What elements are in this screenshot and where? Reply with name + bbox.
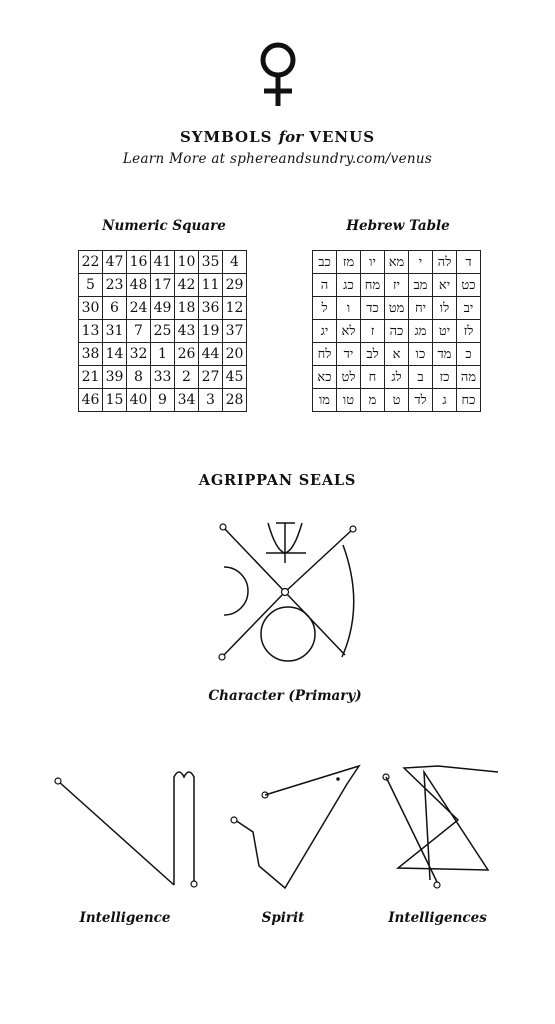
title-for: for xyxy=(278,128,304,146)
numeric-square-cell: 10 xyxy=(175,251,199,274)
hebrew-table-cell: מט xyxy=(385,297,409,320)
numeric-square-cell: 25 xyxy=(151,320,175,343)
spirit-seal-icon xyxy=(225,760,365,890)
hebrew-table-row xyxy=(313,343,481,366)
numeric-square-cell: 27 xyxy=(199,366,223,389)
hebrew-table-cell: ז xyxy=(361,320,385,343)
hebrew-table-cell: כח xyxy=(457,389,481,412)
numeric-square-cell: 40 xyxy=(127,389,151,412)
hebrew-table-cell: לח xyxy=(313,343,337,366)
hebrew-table-cell: לט xyxy=(337,366,361,389)
hebrew-table-row xyxy=(313,297,481,320)
intelligences-caption: Intelligences xyxy=(388,910,487,926)
numeric-square-cell: 16 xyxy=(127,251,151,274)
hebrew-table-cell: מא xyxy=(385,251,409,274)
character-seal-icon xyxy=(210,515,360,665)
hebrew-table-cell: מז xyxy=(337,251,361,274)
hebrew-table-cell: מה xyxy=(457,366,481,389)
hebrew-table-cell: יב xyxy=(457,297,481,320)
numeric-square-cell: 18 xyxy=(175,297,199,320)
hebrew-table-row xyxy=(313,320,481,343)
hebrew-table-cell: יו xyxy=(361,251,385,274)
numeric-square-cell: 12 xyxy=(223,297,247,320)
numeric-square-cell: 19 xyxy=(199,320,223,343)
numeric-square-cell: 26 xyxy=(175,343,199,366)
intelligences-seal-icon xyxy=(378,760,508,895)
hebrew-table-cell: כט xyxy=(457,274,481,297)
numeric-square-row xyxy=(79,251,247,274)
hebrew-table-cell: מו xyxy=(313,389,337,412)
hebrew-table-cell: יא xyxy=(433,274,457,297)
numeric-square-cell: 14 xyxy=(103,343,127,366)
hebrew-table-cell: י xyxy=(409,251,433,274)
hebrew-table-cell: יג xyxy=(313,320,337,343)
numeric-square-cell: 1 xyxy=(151,343,175,366)
hebrew-table-cell: כג xyxy=(337,274,361,297)
learn-more-link[interactable]: Learn More at sphereandsundry.com/venus xyxy=(122,151,433,167)
numeric-square-cell: 36 xyxy=(199,297,223,320)
hebrew-table-cell: כב xyxy=(313,251,337,274)
hebrew-table-cell: יז xyxy=(385,274,409,297)
numeric-square-cell: 49 xyxy=(151,297,175,320)
hebrew-table-cell: לג xyxy=(385,366,409,389)
hebrew-table-cell: כה xyxy=(385,320,409,343)
hebrew-table-row xyxy=(313,251,481,274)
numeric-square-cell: 33 xyxy=(151,366,175,389)
numeric-square-cell: 34 xyxy=(175,389,199,412)
numeric-square-cell: 37 xyxy=(223,320,247,343)
venus-symbol-icon xyxy=(250,40,306,108)
character-caption: Character (Primary) xyxy=(208,688,362,704)
hebrew-table-cell: ל xyxy=(313,297,337,320)
numeric-square-cell: 48 xyxy=(127,274,151,297)
numeric-square-title: Numeric Square xyxy=(102,218,226,234)
hebrew-table-cell: א xyxy=(385,343,409,366)
hebrew-table-cell: לה xyxy=(433,251,457,274)
hebrew-table-cell: יט xyxy=(433,320,457,343)
hebrew-table-cell: מד xyxy=(433,343,457,366)
title-part2: VENUS xyxy=(309,128,376,146)
hebrew-table-cell: מ xyxy=(361,389,385,412)
numeric-square-cell: 22 xyxy=(79,251,103,274)
numeric-square-cell: 46 xyxy=(79,389,103,412)
numeric-square-cell: 5 xyxy=(79,274,103,297)
hebrew-table-cell: כו xyxy=(409,343,433,366)
numeric-square-cell: 11 xyxy=(199,274,223,297)
numeric-square-cell: 35 xyxy=(199,251,223,274)
hebrew-table-cell: לז xyxy=(457,320,481,343)
numeric-square-cell: 17 xyxy=(151,274,175,297)
hebrew-table-cell: ב xyxy=(409,366,433,389)
numeric-square-cell: 29 xyxy=(223,274,247,297)
hebrew-table-cell: לו xyxy=(433,297,457,320)
numeric-square-cell: 31 xyxy=(103,320,127,343)
numeric-square-cell: 43 xyxy=(175,320,199,343)
numeric-square-cell: 42 xyxy=(175,274,199,297)
hebrew-table-cell: מח xyxy=(361,274,385,297)
hebrew-table-title: Hebrew Table xyxy=(346,218,450,234)
intelligence-seal-icon xyxy=(50,765,210,895)
hebrew-table-cell: ה xyxy=(313,274,337,297)
numeric-square-table xyxy=(78,250,247,412)
numeric-square-row xyxy=(79,297,247,320)
numeric-square-cell: 20 xyxy=(223,343,247,366)
hebrew-table-cell: ח xyxy=(361,366,385,389)
hebrew-table-cell: כא xyxy=(313,366,337,389)
numeric-square-row xyxy=(79,389,247,412)
numeric-square-cell: 9 xyxy=(151,389,175,412)
numeric-square-row xyxy=(79,274,247,297)
hebrew-table-cell: כ xyxy=(457,343,481,366)
numeric-square-cell: 30 xyxy=(79,297,103,320)
numeric-square-cell: 15 xyxy=(103,389,127,412)
hebrew-table-cell: לב xyxy=(361,343,385,366)
hebrew-table-cell: יד xyxy=(337,343,361,366)
hebrew-table-cell: מב xyxy=(409,274,433,297)
numeric-square-cell: 32 xyxy=(127,343,151,366)
numeric-square-cell: 28 xyxy=(223,389,247,412)
numeric-square-cell: 38 xyxy=(79,343,103,366)
hebrew-table-cell: לא xyxy=(337,320,361,343)
title-part1: SYMBOLS xyxy=(179,128,273,146)
page-title xyxy=(0,128,555,146)
numeric-square-cell: 6 xyxy=(103,297,127,320)
numeric-square-cell: 2 xyxy=(175,366,199,389)
numeric-square-row xyxy=(79,320,247,343)
numeric-square-cell: 41 xyxy=(151,251,175,274)
numeric-square-row xyxy=(79,366,247,389)
numeric-square-cell: 13 xyxy=(79,320,103,343)
agrippan-seals-title: AGRIPPAN SEALS xyxy=(198,472,357,489)
numeric-square-row xyxy=(79,343,247,366)
hebrew-table-cell: ט xyxy=(385,389,409,412)
hebrew-table-cell: כד xyxy=(361,297,385,320)
hebrew-table-row xyxy=(313,366,481,389)
hebrew-table-cell: כז xyxy=(433,366,457,389)
numeric-square-cell: 23 xyxy=(103,274,127,297)
numeric-square-cell: 24 xyxy=(127,297,151,320)
numeric-square-cell: 21 xyxy=(79,366,103,389)
hebrew-table-cell: טו xyxy=(337,389,361,412)
numeric-square-cell: 4 xyxy=(223,251,247,274)
numeric-square-cell: 44 xyxy=(199,343,223,366)
hebrew-table xyxy=(312,250,481,412)
numeric-square-cell: 7 xyxy=(127,320,151,343)
numeric-square-cell: 3 xyxy=(199,389,223,412)
numeric-square-cell: 8 xyxy=(127,366,151,389)
intelligence-caption: Intelligence xyxy=(79,910,171,926)
numeric-square-cell: 47 xyxy=(103,251,127,274)
hebrew-table-cell: ו xyxy=(337,297,361,320)
hebrew-table-row xyxy=(313,389,481,412)
hebrew-table-cell: ג xyxy=(433,389,457,412)
hebrew-table-cell: יח xyxy=(409,297,433,320)
numeric-square-cell: 39 xyxy=(103,366,127,389)
numeric-square-cell: 45 xyxy=(223,366,247,389)
hebrew-table-row xyxy=(313,274,481,297)
hebrew-table-cell: לד xyxy=(409,389,433,412)
hebrew-table-cell: מג xyxy=(409,320,433,343)
spirit-caption: Spirit xyxy=(261,910,305,926)
hebrew-table-cell: ד xyxy=(457,251,481,274)
